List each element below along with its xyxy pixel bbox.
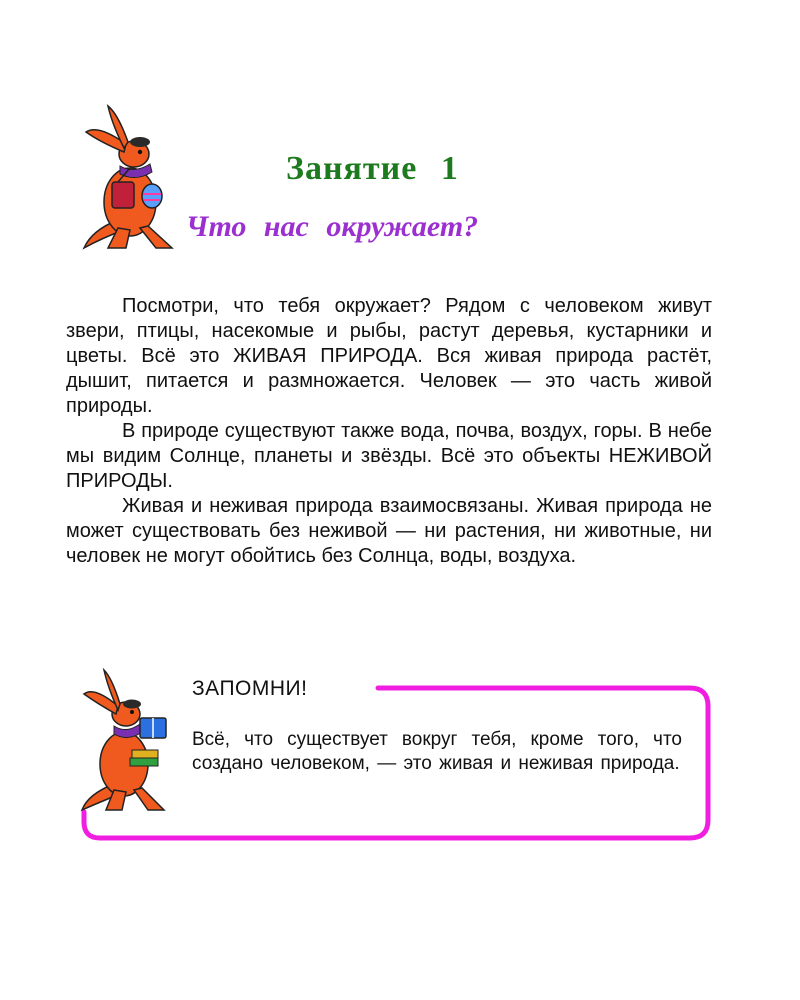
remember-heading: ЗАПОМНИ! xyxy=(192,677,308,700)
kangaroo-reading-book-icon xyxy=(78,668,178,812)
paragraph-3: Живая и неживая природа взаимосвязаны. Живая природа не может существовать без неживой — ни растения, ни животные, ни человек не могут обойтись без Солнца, воды, воздуха. xyxy=(66,495,712,567)
paragraph-2: В природе существуют также вода, почва, воздух, горы. В небе мы видим Солнце, планеты и звёзды. Всё это объекты НЕЖИВОЙ ПРИРОДЫ. xyxy=(66,420,712,492)
lesson-subtitle: Что нас окружает? xyxy=(186,210,479,243)
lesson-title: Занятие 1 xyxy=(286,150,459,187)
paragraph-1: Посмотри, что тебя окружает? Рядом с человеком живут звери, птицы, насекомые и рыбы, растут деревья, кустарники и цветы. Всё это ЖИВАЯ ПРИРОДА. Вся живая природа растёт, дышит, питается и размножается. Человек — это часть живой природы. xyxy=(66,295,712,417)
remember-text: Всё, что существует вокруг тебя, кроме того, что создано человеком, — это живая и неживая природа. xyxy=(192,729,682,774)
